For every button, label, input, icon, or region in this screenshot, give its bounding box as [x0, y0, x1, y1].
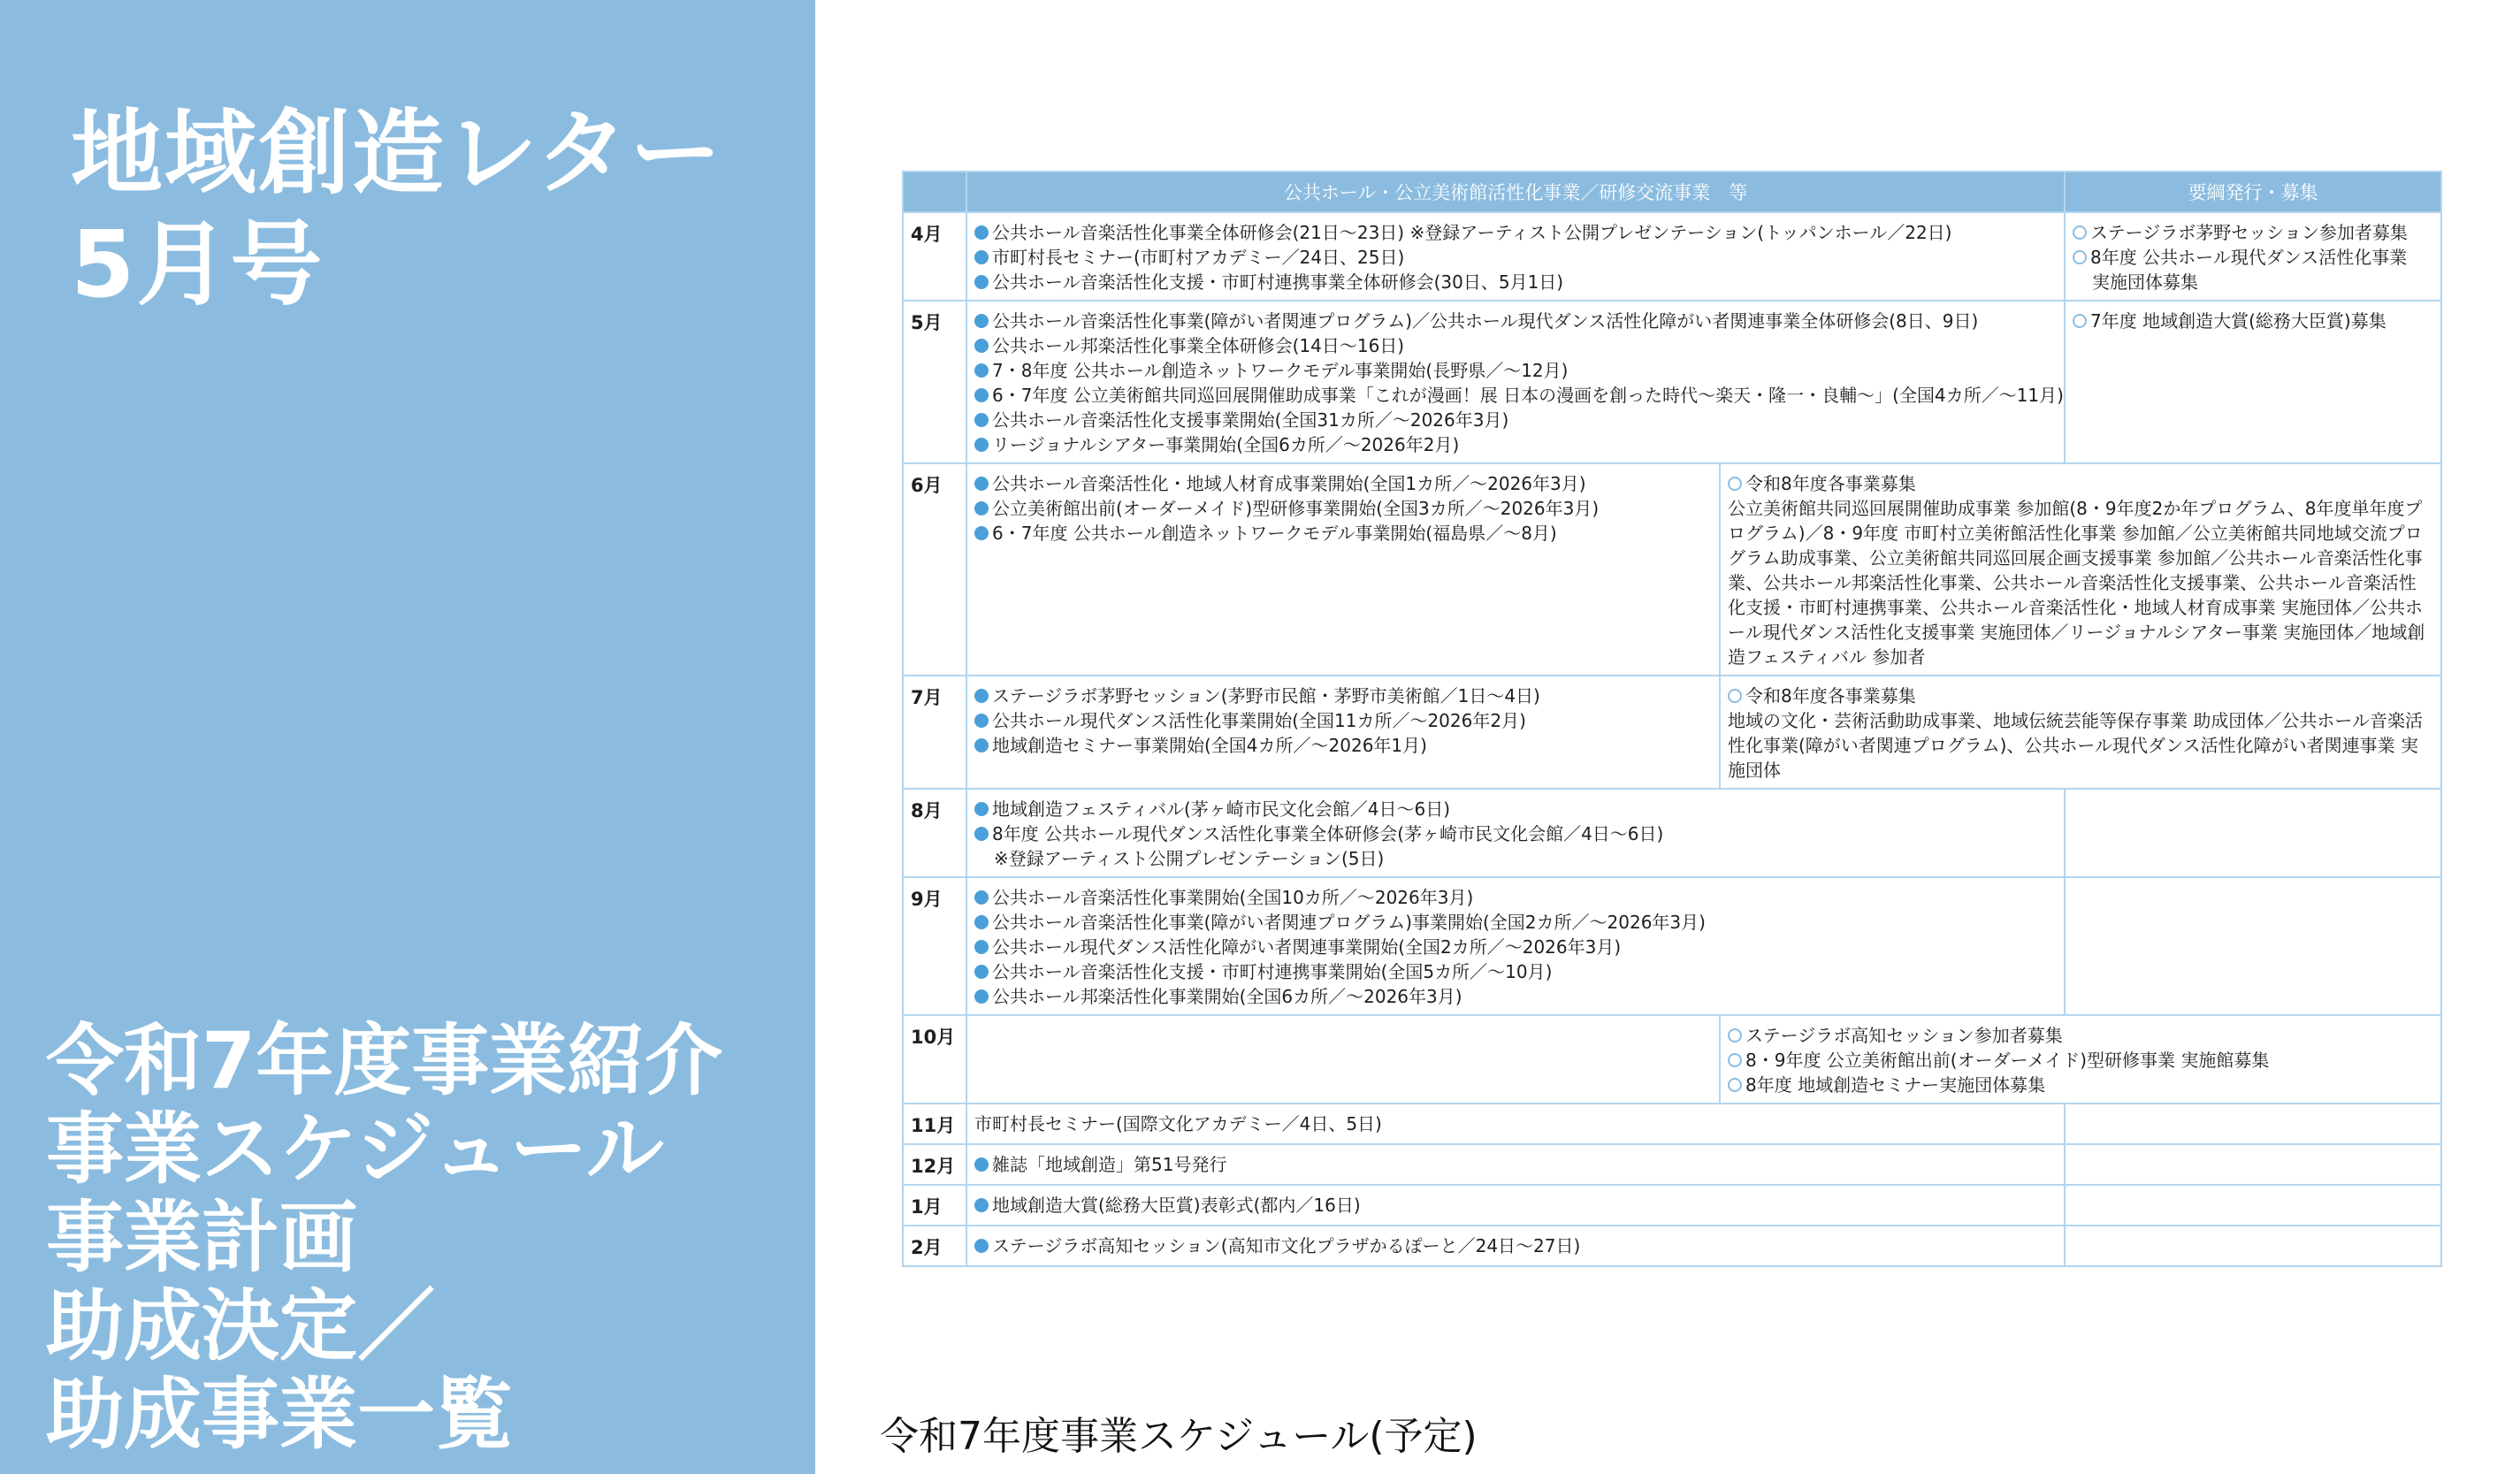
header-recruitment: 要綱発行・募集 [2065, 172, 2441, 212]
month-cell: 1月 [903, 1185, 966, 1226]
bullet-ring-icon [1728, 1078, 1742, 1092]
header-events: 公共ホール・公立美術館活性化事業／研修交流事業 等 [966, 172, 2065, 212]
bullet-dot-icon [974, 1239, 989, 1253]
list-item-continuation: 実施団体募集 [2092, 271, 2199, 293]
recruitment-cell [2065, 877, 2441, 1015]
newsletter-title [71, 97, 723, 320]
bullet-dot-icon [974, 526, 989, 540]
recruitment-cell [2065, 1104, 2441, 1144]
bullet-dot-icon [974, 225, 989, 240]
schedule-panel [902, 171, 2440, 1267]
title-line: 5月号 [71, 210, 325, 318]
recruitment-details: 地域の文化・芸術活動助成事業、地域伝統芸能等保存事業 助成団体／公共ホール音楽活性化事業(障がい者関連プログラム)、公共ホール現代ダンス活性化障がい者関連事業 実施団体 [1728, 710, 2423, 781]
list-item: 8年度 公共ホール現代ダンス活性化事業全体研修会(茅ヶ崎市民文化会館／4日〜6日) [974, 821, 2057, 846]
list-item: 8年度 地域創造セミナー実施団体募集 [1728, 1073, 2433, 1097]
table-row [903, 1144, 2441, 1185]
recruitment-details: 公立美術館共同巡回展開催助成事業 参加館(8・9年度2か年プログラム、8年度単年度プログラム)／8・9年度 市町村立美術館活性化事業 参加館／公立美術館共同地域交流プログラム助成事業、公立美術館共同巡回展企画支援事業 参加館／公共ホール音楽活性化事業、公共ホール邦楽活性化事業、公共ホール音楽活性化支援事業、公共ホール音楽活性化支援・市町村連携事業、公共ホール音楽活性化・地域人材育成事業 実施団体／公共ホール現代ダンス活性化支援事業 実施団体／リージョナルシアター事業 実施団体／地域創造フェスティバル 参加者 [1728, 498, 2425, 668]
bullet-dot-icon [974, 413, 989, 427]
bullet-dot-icon [974, 339, 989, 353]
recruitment-cell [1720, 1015, 2441, 1104]
list-item: 地域創造大賞(総務大臣賞)表彰式(都内／16日) [974, 1193, 2057, 1218]
table-row [903, 789, 2441, 877]
schedule-table [902, 171, 2442, 1267]
events-cell [966, 1144, 2065, 1185]
list-item: ステージラボ高知セッション参加者募集 [1728, 1023, 2433, 1048]
bullet-dot-icon [974, 250, 989, 264]
list-item: 公共ホール音楽活性化支援・市町村連携事業全体研修会(30日、5月1日) [974, 270, 2057, 294]
events-cell [966, 1185, 2065, 1226]
list-item-continuation: ※登録アーティスト公開プレゼンテーション(5日) [994, 848, 1385, 869]
recruitment-cell [2065, 1144, 2441, 1185]
list-item: 地域創造フェスティバル(茅ヶ崎市民文化会館／4日〜6日) [974, 797, 2057, 821]
list-item: 令和8年度各事業募集 [1728, 684, 2433, 708]
bullet-dot-icon [974, 275, 989, 289]
toc-item[interactable]: 令和7年度事業紹介 [46, 1015, 723, 1106]
list-item: ステージラボ茅野セッション参加者募集 [2073, 220, 2433, 245]
bullet-dot-icon [974, 802, 989, 816]
recruitment-cell [1720, 676, 2441, 789]
table-row [903, 301, 2441, 463]
bullet-ring-icon [1728, 1028, 1742, 1042]
bullet-dot-icon [974, 738, 989, 752]
month-cell: 12月 [903, 1144, 966, 1185]
sidebar [0, 0, 815, 1474]
list-item: 公共ホール音楽活性化事業(障がい者関連プログラム)事業開始(全国2カ所／〜2026年3月) [974, 910, 2057, 935]
recruitment-cell [2065, 1185, 2441, 1226]
events-cell [966, 301, 2065, 463]
bullet-dot-icon [974, 915, 989, 929]
month-cell: 8月 [903, 789, 966, 877]
month-cell: 6月 [903, 463, 966, 676]
events-cell [966, 212, 2065, 301]
bullet-ring-icon [1728, 477, 1742, 491]
recruitment-cell [2065, 789, 2441, 877]
toc-item[interactable]: 助成決定／ [46, 1280, 436, 1371]
list-item: 公共ホール音楽活性化支援事業開始(全国31カ所／〜2026年3月) [974, 408, 2057, 432]
list-item: 公共ホール邦楽活性化事業全体研修会(14日〜16日) [974, 333, 2057, 358]
toc-item[interactable]: 事業スケジュール [46, 1104, 664, 1195]
list-item: 公共ホール音楽活性化・地域人材育成事業開始(全国1カ所／〜2026年3月) [974, 471, 1712, 496]
bullet-dot-icon [974, 940, 989, 954]
table-row [903, 877, 2441, 1015]
recruitment-cell [1720, 463, 2441, 676]
list-item: 6・7年度 公立美術館共同巡回展開催助成事業「これが漫画！展 日本の漫画を創った時代〜楽天・隆一・良輔〜」(全国4カ所／〜11月) [974, 383, 2057, 408]
table-caption: 令和7年度事業スケジュール(予定) [880, 1414, 1478, 1459]
bullet-dot-icon [974, 689, 989, 703]
events-cell [966, 789, 2065, 877]
bullet-dot-icon [974, 890, 989, 905]
list-item: 公共ホール音楽活性化事業開始(全国10カ所／〜2026年3月) [974, 885, 2057, 910]
table-row [903, 676, 2441, 789]
bullet-ring-icon [2073, 225, 2087, 240]
list-item: 公共ホール現代ダンス活性化事業開始(全国11カ所／〜2026年2月) [974, 708, 1712, 733]
list-item: 8年度 公共ホール現代ダンス活性化事業 [2073, 245, 2433, 270]
list-item: 公共ホール邦楽活性化事業開始(全国6カ所／〜2026年3月) [974, 984, 2057, 1009]
events-cell [966, 463, 1720, 676]
table-row [903, 1185, 2441, 1226]
list-item: 公共ホール音楽活性化事業(障がい者関連プログラム)／公共ホール現代ダンス活性化障がい者関連事業全体研修会(8日、9日) [974, 309, 2057, 333]
list-item: 公共ホール音楽活性化支援・市町村連携事業開始(全国5カ所／〜10月) [974, 959, 2057, 984]
table-row [903, 1104, 2441, 1144]
table-of-contents [46, 1017, 722, 1459]
bullet-dot-icon [974, 827, 989, 841]
recruitment-cell [2065, 301, 2441, 463]
bullet-dot-icon [974, 989, 989, 1004]
list-item: 令和8年度各事業募集 [1728, 471, 2433, 496]
header-corner [903, 172, 966, 212]
bullet-ring-icon [2073, 314, 2087, 328]
toc-item[interactable]: 事業計画 [46, 1192, 358, 1283]
table-row [903, 1015, 2441, 1104]
month-cell: 7月 [903, 676, 966, 789]
bullet-dot-icon [974, 314, 989, 328]
month-cell: 4月 [903, 212, 966, 301]
month-cell: 9月 [903, 877, 966, 1015]
bullet-dot-icon [974, 438, 989, 452]
list-item: ステージラボ高知セッション(高知市文化プラザかるぽーと／24日〜27日) [974, 1233, 2057, 1258]
recruitment-cell [2065, 212, 2441, 301]
events-cell [966, 1015, 1720, 1104]
list-item: 公共ホール音楽活性化事業全体研修会(21日〜23日) ※登録アーティスト公開プレゼンテーション(トッパンホール／22日) [974, 220, 2057, 245]
bullet-ring-icon [1728, 1053, 1742, 1067]
bullet-dot-icon [974, 1157, 989, 1172]
bullet-ring-icon [1728, 689, 1742, 703]
events-cell [966, 877, 2065, 1015]
recruitment-cell [2065, 1226, 2441, 1266]
list-item: リージョナルシアター事業開始(全国6カ所／〜2026年2月) [974, 432, 2057, 457]
table-row [903, 463, 2441, 676]
list-item: 市町村長セミナー(国際文化アカデミー／4日、5日) [974, 1113, 1382, 1134]
bullet-dot-icon [974, 1198, 989, 1212]
list-item: 7年度 地域創造大賞(総務大臣賞)募集 [2073, 309, 2433, 333]
bullet-dot-icon [974, 363, 989, 378]
events-cell [966, 676, 1720, 789]
list-item: 公立美術館出前(オーダーメイド)型研修事業開始(全国3カ所／〜2026年3月) [974, 496, 1712, 521]
list-item: 雑誌「地域創造」第51号発行 [974, 1152, 2057, 1177]
month-cell: 10月 [903, 1015, 966, 1104]
month-cell: 2月 [903, 1226, 966, 1266]
bullet-dot-icon [974, 501, 989, 516]
list-item: 公共ホール現代ダンス活性化障がい者関連事業開始(全国2カ所／〜2026年3月) [974, 935, 2057, 959]
toc-item[interactable]: 助成事業一覧 [46, 1369, 514, 1460]
events-cell [966, 1104, 2065, 1144]
title-line: 地域創造レター [71, 99, 723, 207]
table-row [903, 212, 2441, 301]
bullet-dot-icon [974, 714, 989, 728]
bullet-dot-icon [974, 388, 989, 402]
list-item: ステージラボ茅野セッション(茅野市民館・茅野市美術館／1日〜4日) [974, 684, 1712, 708]
list-item: 地域創造セミナー事業開始(全国4カ所／〜2026年1月) [974, 733, 1712, 758]
month-cell: 11月 [903, 1104, 966, 1144]
bullet-ring-icon [2073, 250, 2087, 264]
bullet-dot-icon [974, 477, 989, 491]
table-header-row [903, 172, 2441, 212]
events-cell [966, 1226, 2065, 1266]
table-row [903, 1226, 2441, 1266]
list-item: 6・7年度 公共ホール創造ネットワークモデル事業開始(福島県／〜8月) [974, 521, 1712, 546]
month-cell: 5月 [903, 301, 966, 463]
list-item: 市町村長セミナー(市町村アカデミー／24日、25日) [974, 245, 2057, 270]
list-item: 8・9年度 公立美術館出前(オーダーメイド)型研修事業 実施館募集 [1728, 1048, 2433, 1073]
bullet-dot-icon [974, 965, 989, 979]
list-item: 7・8年度 公共ホール創造ネットワークモデル事業開始(長野県／〜12月) [974, 358, 2057, 383]
